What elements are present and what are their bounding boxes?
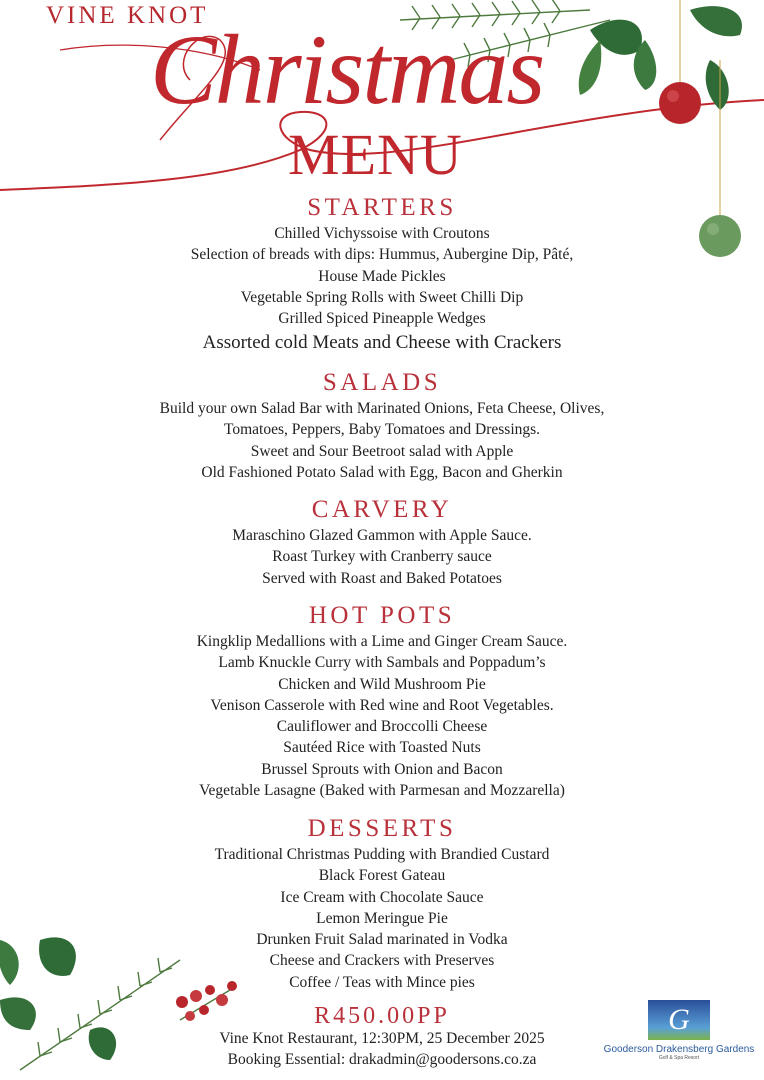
menu-item: Selection of breads with dips: Hummus, Aubergine Dip, Pâté, (190, 246, 574, 264)
menu-item: Served with Roast and Baked Potatoes (262, 569, 502, 587)
section-hot-pots (0, 601, 764, 801)
menu-title: MENU (288, 122, 463, 187)
menu-item: Lemon Meringue Pie (316, 909, 448, 927)
menu-item: Maraschino Glazed Gammon with Apple Sauce. (232, 527, 532, 544)
menu-item: Grilled Spiced Pineapple Wedges (278, 310, 486, 328)
menu-item: Venison Casserole with Red wine and Root Vegetables. (210, 696, 554, 714)
menu-item: Chicken and Wild Mushroom Pie (278, 675, 486, 693)
resort-logo (600, 1000, 758, 1061)
section-title: HOT POTS (308, 602, 456, 629)
menu-item: Brussel Sprouts with Onion and Bacon (261, 760, 503, 778)
logo-monogram: G (648, 1000, 710, 1040)
logo-tagline: Golf & Spa Resort (658, 1055, 700, 1061)
menu-item: Cauliflower and Broccolli Cheese (276, 718, 488, 736)
menu-item: Old Fashioned Potato Salad with Egg, Bacon and Gherkin (201, 463, 563, 481)
section-starters (0, 193, 764, 357)
price: R450.00PP (314, 1003, 450, 1029)
menu-item: Sweet and Sour Beetroot salad with Apple (250, 442, 514, 460)
section-title: SALADS (322, 369, 442, 396)
menu-item-featured: Assorted cold Meats and Cheese with Crackers (202, 332, 562, 354)
section-desserts (0, 814, 764, 993)
menu-item: Lamb Knuckle Curry with Sambals and Poppadum’s (218, 654, 546, 672)
bauble-icon (659, 82, 701, 124)
menu-item: Sautéed Rice with Toasted Nuts (283, 739, 481, 757)
menu-item: Tomatoes, Peppers, Baby Tomatoes and Dressings. (223, 421, 541, 439)
menu-item: Vegetable Spring Rolls with Sweet Chilli Dip (240, 288, 524, 306)
logo-name: Gooderson Drakensberg Gardens (603, 1044, 755, 1055)
section-title: STARTERS (307, 194, 457, 221)
menu-item: Cheese and Crackers with Preserves (269, 952, 495, 970)
booking-line: Booking Essential: drakadmin@goodersons.co.za (227, 1051, 537, 1068)
menu-item: House Made Pickles (318, 267, 446, 285)
menu-item: Chilled Vichyssoise with Croutons (274, 225, 490, 242)
menu-item: Traditional Christmas Pudding with Brandied Custard (214, 846, 550, 863)
menu-item: Roast Turkey with Cranberry sauce (272, 548, 492, 566)
section-carvery (0, 495, 764, 589)
section-title: DESSERTS (307, 815, 457, 842)
menu-item: Black Forest Gateau (318, 867, 446, 885)
menu-item: Build your own Salad Bar with Marinated Onions, Feta Cheese, Olives, (159, 400, 605, 417)
menu-item: Coffee / Teas with Mince pies (289, 973, 475, 991)
christmas-script-title: Christmas (150, 14, 544, 125)
menu-item: Ice Cream with Chocolate Sauce (280, 888, 484, 906)
section-title: CARVERY (311, 496, 453, 523)
menu-item: Kingklip Medallions with a Lime and Ginger Cream Sauce. (196, 633, 568, 650)
brand-name: VINE KNOT (46, 2, 209, 29)
menu-item: Drunken Fruit Salad marinated in Vodka (256, 931, 508, 949)
section-salads (0, 368, 764, 483)
menu-item: Vegetable Lasagne (Baked with Parmesan and Mozzarella) (199, 782, 565, 800)
venue-line: Vine Knot Restaurant, 12:30PM, 25 December 2025 (219, 1030, 545, 1047)
